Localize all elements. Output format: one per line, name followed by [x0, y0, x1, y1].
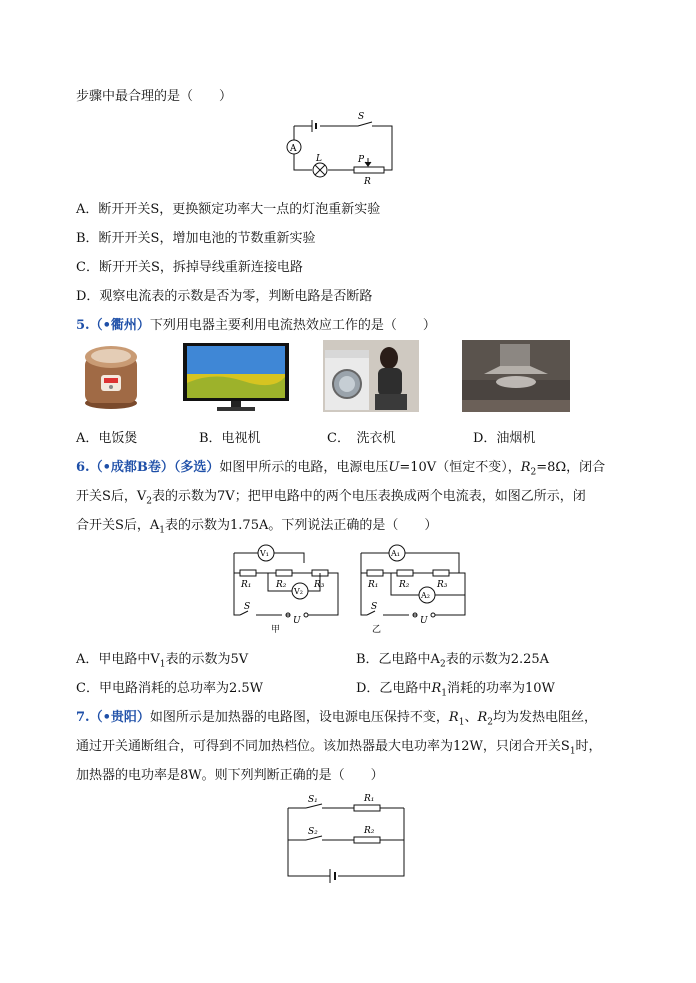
v2-label: V₂: [294, 587, 303, 596]
a1-label: A₁: [391, 549, 400, 558]
q7-text: 通过开关通断组合，可得到不同加热档位。该加热器最大电功率为12W，只闭合开关S: [76, 739, 570, 754]
a2-label: A₂: [421, 591, 430, 600]
q7-var-r: R: [477, 710, 488, 725]
switch-label: S: [358, 112, 365, 122]
q6-text: 如图甲所示的电路，电源电压: [219, 460, 389, 475]
q6-text: 合开关S后，A: [76, 518, 160, 533]
q6-text: =10V（恒定不变），: [399, 460, 521, 475]
washing-machine-image: [323, 340, 419, 412]
ammeter-label: A: [290, 144, 297, 154]
rice-cooker-image: [80, 341, 142, 411]
q6-sub: 2: [530, 467, 537, 478]
q7-source: （•贵阳）: [89, 710, 150, 725]
q5-source: （•衢州）: [89, 318, 150, 333]
q4-option-d: D．观察电流表的示数是否为零，判断电路是否断路: [76, 289, 373, 304]
q6-sub: 1: [159, 525, 166, 536]
q7-var-r: R: [448, 710, 459, 725]
q6-stem-line1: [76, 459, 605, 482]
q6-number: 6.: [76, 460, 90, 475]
slider-label: P: [358, 155, 365, 165]
r1-label: R₁: [364, 794, 375, 804]
range-hood-image: [462, 340, 570, 412]
caption-yi: 乙: [372, 625, 382, 635]
v1-label: V₁: [260, 549, 269, 558]
q7-text: 、: [464, 710, 478, 725]
q4-circuit-diagram: [280, 110, 400, 190]
q6-opt-sub: 1: [441, 688, 447, 699]
q5-option-d: D．油烟机: [473, 431, 536, 446]
q6-opt-text: A．甲电路中V: [76, 652, 160, 667]
r1-label: R₁: [241, 580, 252, 590]
q6-option-a: [76, 651, 248, 674]
q6-var-r: R: [431, 681, 442, 696]
q7-circuit-diagram: [282, 792, 410, 884]
switch-label: S: [244, 602, 251, 612]
s1-label: S₁: [308, 795, 318, 805]
q6-option-d: [356, 680, 555, 703]
q6-option-b: [356, 651, 549, 674]
r3-label: R₃: [314, 580, 325, 590]
q6-text: =8Ω，闭合: [536, 460, 606, 475]
r2-label: R₂: [399, 580, 410, 590]
q7-stem-line3: 加热器的电功率是8W。则下列判断正确的是（ ）: [76, 768, 384, 783]
q6-opt-text: D．乙电路中: [356, 681, 432, 696]
q6-source: （•成都B卷）（多选）: [89, 460, 220, 475]
q6-sub: 2: [146, 496, 153, 507]
rheostat-label: R: [364, 177, 371, 187]
q7-sub: 1: [569, 746, 576, 757]
q6-stem-line3: [76, 517, 437, 540]
q6-option-c: C．甲电路消耗的总功率为2.5W: [76, 681, 263, 696]
q7-text: 时，: [575, 739, 602, 754]
q6-opt-sub: 1: [159, 659, 166, 670]
r2-label: R₂: [364, 826, 375, 836]
r2-label: R₂: [276, 580, 287, 590]
q6-text: 表的示数为1.75A。下列说法正确的是（ ）: [165, 518, 438, 533]
q6-text: 开关S后，V: [76, 489, 147, 504]
q6-stem-line2: [76, 488, 586, 511]
q5-option-a: A．电饭煲: [76, 431, 138, 446]
caption-jia: 甲: [271, 625, 281, 635]
q6-opt-text: 消耗的功率为10W: [446, 681, 555, 696]
u-label: U: [420, 616, 428, 626]
r1-label: R₁: [368, 580, 379, 590]
q5-stem-text: 下列用电器主要利用电流热效应工作的是（ ）: [149, 318, 436, 333]
q7-text: 均为发热电阻丝，: [492, 710, 597, 725]
q4-option-a: A．断开开关S，更换额定功率大一点的灯泡重新实验: [76, 202, 381, 217]
q4-option-c: C．断开开关S，拆掉导线重新连接电路: [76, 260, 303, 275]
q7-stem-line2: [76, 738, 602, 761]
switch-label: S: [371, 602, 378, 612]
q5-option-b: B．电视机: [199, 431, 261, 446]
q6-circuit-jia: [228, 543, 344, 635]
q6-text: 表的示数为7V；把甲电路中的两个电压表换成两个电流表，如图乙所示，闭: [152, 489, 586, 504]
q7-sub: 2: [487, 717, 493, 728]
tv-image: [183, 343, 289, 413]
r3-label: R₃: [437, 580, 448, 590]
s2-label: S₂: [308, 827, 318, 837]
q6-opt-text: 表的示数为2.25A: [445, 652, 550, 667]
q6-opt-sub: 2: [439, 659, 446, 670]
q5-number: 5.: [76, 318, 90, 333]
q5-stem: [76, 317, 436, 335]
q5-option-c: C． 洗衣机: [327, 431, 396, 446]
q7-sub: 1: [458, 717, 465, 728]
lamp-label: L: [316, 154, 322, 164]
u-label: U: [293, 616, 301, 626]
q7-text: 如图所示是加热器的电路图，设电源电压保持不变，: [149, 710, 449, 725]
q4-stem-tail: 步骤中最合理的是（ ）: [76, 89, 233, 104]
q6-var-u: U: [388, 460, 400, 475]
q7-stem-line1: [76, 709, 597, 732]
q6-opt-text: 表的示数为5V: [165, 652, 249, 667]
q7-number: 7.: [76, 710, 90, 725]
q6-var-r: R: [520, 460, 531, 475]
q6-opt-text: B．乙电路中A: [356, 652, 440, 667]
q6-circuit-yi: [355, 543, 471, 635]
q4-option-b: B．断开开关S，增加电池的节数重新实验: [76, 231, 316, 246]
